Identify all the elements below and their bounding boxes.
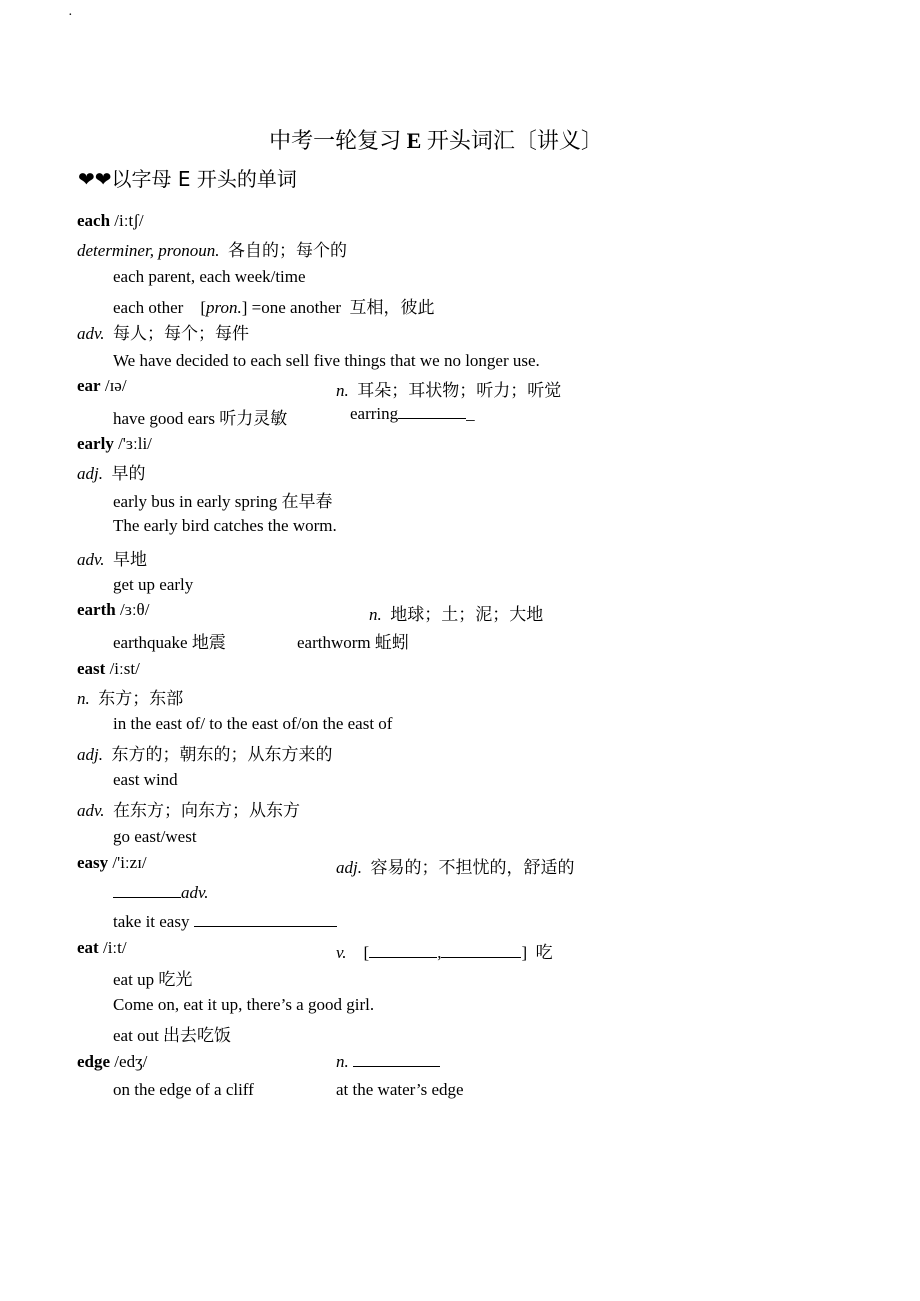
phonetic: /iːt/ — [102, 938, 127, 957]
entry-easy-head — [77, 853, 147, 873]
headword: early — [77, 434, 114, 453]
definition: 吃 — [535, 943, 553, 962]
example — [113, 912, 337, 932]
title-suffix: 开头词汇〔讲义〕 — [426, 128, 603, 153]
example: each other [pron.] =one another 互相，彼此 — [113, 298, 435, 317]
part-of-speech: adj. — [77, 745, 103, 764]
title-letter: E — [406, 128, 422, 153]
answer-blank — [441, 943, 521, 958]
entry-each-sense2 — [77, 319, 249, 344]
headword: earth — [77, 600, 116, 619]
example-phrase: each other — [113, 298, 184, 317]
example: Come on, eat it up, there’s a good girl. — [113, 995, 375, 1014]
part-of-speech: adv. — [77, 550, 105, 569]
entry-each-head — [77, 211, 144, 231]
part-of-speech: n. — [336, 1052, 349, 1071]
section-heading — [78, 163, 297, 192]
entry-edge-head — [77, 1052, 147, 1072]
page-title — [0, 124, 872, 155]
part-of-speech: n. — [336, 381, 349, 400]
example: go east/west — [113, 827, 197, 846]
example-phrase: earring — [350, 404, 399, 423]
part-of-speech: n. — [77, 689, 90, 708]
answer-blank — [369, 943, 437, 958]
example: get up early — [113, 575, 194, 594]
part-of-speech: adv. — [77, 324, 105, 343]
part-of-speech: adj. — [336, 858, 362, 877]
definition: 地球；土；泥；大地 — [390, 605, 544, 624]
example: We have decided to each sell five things that we no longer use. — [113, 351, 540, 370]
entry-eat-sense — [336, 938, 553, 963]
entry-east-sense3 — [77, 796, 300, 821]
part-of-speech: adj. — [77, 464, 103, 483]
section-heading-text: 以字母 E 开头的单词 — [111, 167, 297, 191]
example: each parent, each week/time — [113, 267, 306, 286]
example: have good ears 听力灵敏 — [113, 409, 288, 428]
example: early bus in early spring 在早春 — [113, 492, 333, 511]
entry-eat-head — [77, 938, 127, 958]
headword: east — [77, 659, 106, 678]
part-of-speech: determiner, pronoun. — [77, 241, 220, 260]
definition: 东方；东部 — [98, 689, 184, 708]
definition: 每人；每个；每件 — [113, 324, 250, 343]
definition: 耳朵；耳状物；听力；听觉 — [357, 381, 562, 400]
example: east wind — [113, 770, 178, 789]
title-prefix: 中考一轮复习 — [269, 128, 402, 153]
example: on the edge of a cliff — [113, 1080, 254, 1099]
entry-east-head — [77, 659, 140, 679]
phonetic: /ɜːθ/ — [119, 600, 150, 619]
answer-blank — [194, 912, 337, 927]
example: The early bird catches the worm. — [113, 516, 337, 535]
entry-edge-sense — [336, 1052, 440, 1072]
headword: ear — [77, 376, 101, 395]
header-dot: · — [68, 8, 73, 23]
phonetic: /iːst/ — [109, 659, 140, 678]
phonetic: /iːtʃ/ — [114, 211, 144, 230]
example: earthquake 地震 — [113, 633, 226, 652]
definition: 早地 — [113, 550, 148, 569]
definition: 各自的；每个的 — [227, 241, 347, 260]
entry-each-sense1 — [77, 236, 347, 261]
answer-blank — [398, 404, 466, 419]
example: earthworm 蚯蚓 — [297, 633, 409, 652]
phonetic: /'iːzɪ/ — [112, 853, 147, 872]
definition: 互相，彼此 — [349, 298, 435, 317]
headword: each — [77, 211, 111, 230]
entry-ear-head — [77, 376, 127, 396]
example: eat up 吃光 — [113, 970, 193, 989]
headword: edge — [77, 1052, 111, 1071]
comma: , — [437, 943, 442, 962]
answer-blank — [353, 1052, 440, 1067]
example — [113, 883, 209, 903]
entry-early-sense2 — [77, 545, 147, 570]
bracket-close: ] — [521, 943, 528, 962]
bracket-open: [ — [363, 943, 370, 962]
entry-easy-sense — [336, 853, 574, 878]
entry-east-sense2 — [77, 740, 332, 765]
entry-earth-head — [77, 600, 149, 620]
part-of-speech: pron. — [206, 298, 242, 317]
part-of-speech: n. — [369, 605, 382, 624]
part-of-speech: v. — [336, 943, 347, 962]
synonym: =one another — [251, 298, 342, 317]
part-of-speech: adv. — [77, 801, 105, 820]
entry-earth-sense — [369, 600, 543, 625]
definition: 在东方；向东方；从东方 — [113, 801, 301, 820]
example: earring _ — [350, 404, 475, 423]
definition: 容易的；不担忧的，舒适的 — [370, 858, 575, 877]
phonetic: /edʒ/ — [114, 1052, 148, 1071]
phonetic: /'ɜːli/ — [118, 434, 152, 453]
example-phrase: take it easy — [113, 912, 190, 931]
headword: easy — [77, 853, 109, 872]
definition: 东方的；朝东的；从东方来的 — [111, 745, 333, 764]
phonetic: /ɪə/ — [104, 376, 127, 395]
entry-ear-sense — [336, 376, 561, 401]
entry-early-sense1 — [77, 459, 145, 484]
example: in the east of/ to the east of/on the east of — [113, 714, 393, 733]
hearts-icon: ❤❤ — [78, 167, 112, 191]
part-of-speech: adv. — [181, 883, 209, 902]
definition: 早的 — [111, 464, 146, 483]
example: eat out 出去吃饭 — [113, 1026, 232, 1045]
entry-early-head — [77, 434, 152, 454]
example: at the water’s edge — [336, 1080, 464, 1099]
answer-blank — [113, 883, 181, 898]
entry-east-sense1 — [77, 684, 183, 709]
headword: eat — [77, 938, 99, 957]
